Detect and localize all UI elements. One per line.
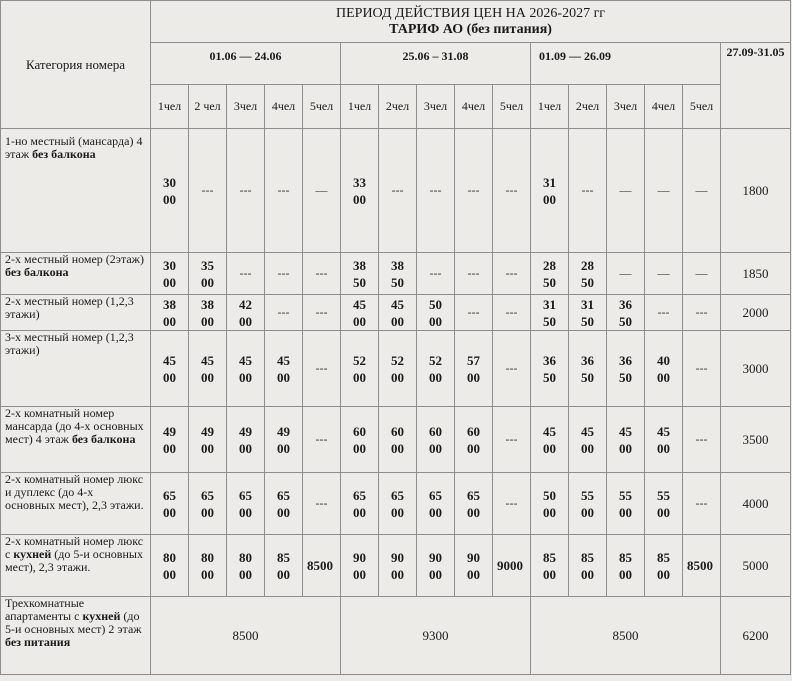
price-value: 8500 xyxy=(687,558,713,573)
price-cell xyxy=(341,295,379,331)
price-value: 4900 xyxy=(277,423,290,456)
price-dash: --- xyxy=(493,407,531,473)
price-cell xyxy=(417,473,455,535)
price-cell xyxy=(569,535,607,597)
price-value: 2850 xyxy=(581,257,594,290)
price-cell xyxy=(455,331,493,407)
price-cell xyxy=(531,253,569,295)
price-dash: --- xyxy=(493,129,531,253)
price-cell xyxy=(379,253,417,295)
price-cell xyxy=(227,331,265,407)
price-cell xyxy=(607,407,645,473)
price-value: 5200 xyxy=(391,352,404,385)
price-value: 6000 xyxy=(467,423,480,456)
category-note: без балкона xyxy=(32,147,96,161)
price-dash: --- xyxy=(303,407,341,473)
category-kitchen: кухней xyxy=(82,609,121,623)
table-row xyxy=(1,253,791,295)
price-dash: --- xyxy=(227,253,265,295)
price-value: 6500 xyxy=(429,487,442,520)
category-kitchen: кухней xyxy=(13,547,52,561)
price-cell xyxy=(645,535,683,597)
price-value: 3000 xyxy=(163,257,176,290)
persons-header: 1чел xyxy=(341,85,379,129)
price-value: 4500 xyxy=(543,423,556,456)
price-cell xyxy=(341,331,379,407)
price-value: 4900 xyxy=(163,423,176,456)
price-value: 8500 xyxy=(619,549,632,582)
price-value: 8500 xyxy=(581,549,594,582)
room-category xyxy=(1,253,151,295)
price-cell xyxy=(265,407,303,473)
price-value: 4500 xyxy=(619,423,632,456)
price-value: 4500 xyxy=(163,352,176,385)
price-cell xyxy=(265,331,303,407)
period-3: 01.09 — 26.09 xyxy=(531,43,721,85)
price-value: 4500 xyxy=(239,352,252,385)
price-cell xyxy=(569,473,607,535)
price-dash: --- xyxy=(493,331,531,407)
merged-price: 8500 xyxy=(151,597,341,675)
price-value: 6000 xyxy=(391,423,404,456)
price-cell xyxy=(531,129,569,253)
price-cell xyxy=(607,295,645,331)
price-cell xyxy=(607,535,645,597)
price-value: 6000 xyxy=(429,423,442,456)
price-cell xyxy=(569,295,607,331)
persons-header: 5чел xyxy=(303,85,341,129)
price-value: 5700 xyxy=(467,352,480,385)
price-cell xyxy=(265,473,303,535)
price-dash: --- xyxy=(683,407,721,473)
price-cell xyxy=(417,295,455,331)
price-value: 6500 xyxy=(353,487,366,520)
price-cell xyxy=(379,295,417,331)
table-row xyxy=(1,597,791,675)
price-value: 6000 xyxy=(353,423,366,456)
price-cell xyxy=(189,295,227,331)
table-row xyxy=(1,129,791,253)
price-cell xyxy=(531,535,569,597)
price-cell xyxy=(227,407,265,473)
price-value: 5200 xyxy=(353,352,366,385)
price-cell xyxy=(569,407,607,473)
table-row xyxy=(1,331,791,407)
price-dash: --- xyxy=(683,295,721,331)
price-low-season: 3500 xyxy=(721,407,791,473)
price-cell xyxy=(531,295,569,331)
category-text: 2-х комнатный номер люкс и дуплекс (до 4-х основных мест), 2,3 этажи. xyxy=(5,472,144,512)
price-dash: — xyxy=(645,253,683,295)
price-value: 8500 xyxy=(277,549,290,582)
price-cell xyxy=(189,407,227,473)
price-value: 3000 xyxy=(163,174,176,207)
price-dash: --- xyxy=(303,473,341,535)
price-value: 8000 xyxy=(201,549,214,582)
price-dash: — xyxy=(607,253,645,295)
price-cell xyxy=(151,129,189,253)
price-cell xyxy=(417,407,455,473)
price-dash: --- xyxy=(569,129,607,253)
price-dash: --- xyxy=(303,253,341,295)
price-value: 9000 xyxy=(353,549,366,582)
price-cell xyxy=(227,295,265,331)
price-cell xyxy=(607,331,645,407)
price-cell xyxy=(645,407,683,473)
price-value: 4500 xyxy=(581,423,594,456)
price-dash: --- xyxy=(455,129,493,253)
price-value: 6500 xyxy=(277,487,290,520)
price-value: 3100 xyxy=(543,174,556,207)
price-cell xyxy=(607,473,645,535)
price-dash: --- xyxy=(455,295,493,331)
category-note: без балкона xyxy=(5,265,69,279)
price-cell xyxy=(531,331,569,407)
price-cell xyxy=(645,473,683,535)
price-cell xyxy=(455,407,493,473)
price-dash: --- xyxy=(493,253,531,295)
period-4: 27.09-31.05 xyxy=(721,43,791,129)
price-dash: --- xyxy=(493,295,531,331)
price-value: 3150 xyxy=(543,296,556,329)
category-text: 1-но местный (мансарда) 4 этаж xyxy=(5,134,143,161)
price-cell xyxy=(189,331,227,407)
price-cell xyxy=(455,473,493,535)
price-cell xyxy=(455,535,493,597)
persons-header: 2 чел xyxy=(189,85,227,129)
title-period: ПЕРИОД ДЕЙСТВИЯ ЦЕН НА 2026-2027 гг xyxy=(336,5,606,21)
price-dash: --- xyxy=(645,295,683,331)
price-dash: — xyxy=(303,129,341,253)
price-cell xyxy=(417,331,455,407)
price-low-season: 6200 xyxy=(721,597,791,675)
persons-header: 2чел xyxy=(569,85,607,129)
price-low-season: 1800 xyxy=(721,129,791,253)
price-dash: --- xyxy=(303,331,341,407)
persons-header: 3чел xyxy=(607,85,645,129)
room-category xyxy=(1,473,151,535)
price-value: 9000 xyxy=(467,549,480,582)
price-value: 8000 xyxy=(163,549,176,582)
price-dash: --- xyxy=(379,129,417,253)
category-text: 2-х комнатный номер мансарда (до 4-х основных мест) 4 этаж xyxy=(5,406,144,446)
price-dash: — xyxy=(645,129,683,253)
table-row xyxy=(1,295,791,331)
price-cell xyxy=(341,253,379,295)
price-value: 4500 xyxy=(657,423,670,456)
price-value: 3500 xyxy=(201,257,214,290)
price-value: 9000 xyxy=(391,549,404,582)
price-value: 5500 xyxy=(657,487,670,520)
price-dash: --- xyxy=(265,129,303,253)
room-category xyxy=(1,407,151,473)
price-value: 3650 xyxy=(581,352,594,385)
room-category xyxy=(1,129,151,253)
persons-header: 1чел xyxy=(531,85,569,129)
price-value: 3800 xyxy=(201,296,214,329)
price-cell xyxy=(341,535,379,597)
price-value: 3800 xyxy=(163,296,176,329)
price-value: 6500 xyxy=(467,487,480,520)
category-note: без балкона xyxy=(71,432,136,446)
price-cell xyxy=(265,535,303,597)
price-value: 3850 xyxy=(391,257,404,290)
price-value: 4500 xyxy=(277,352,290,385)
price-dash: --- xyxy=(493,473,531,535)
price-value: 5000 xyxy=(429,296,442,329)
category-text: 2-х местный номер (1,2,3 этажи) xyxy=(5,294,134,321)
price-cell xyxy=(531,473,569,535)
price-value: 4500 xyxy=(353,296,366,329)
category-note: без питания xyxy=(5,635,71,649)
category-text: Трехкомнатные апартаменты с xyxy=(5,596,85,623)
price-cell xyxy=(189,473,227,535)
price-cell xyxy=(379,331,417,407)
price-value: 6500 xyxy=(163,487,176,520)
price-dash: --- xyxy=(189,129,227,253)
price-cell xyxy=(151,331,189,407)
price-value: 8500 xyxy=(543,549,556,582)
price-cell xyxy=(341,129,379,253)
price-dash: — xyxy=(607,129,645,253)
price-cell xyxy=(379,535,417,597)
price-cell xyxy=(227,535,265,597)
price-dash: --- xyxy=(265,295,303,331)
price-value: 5200 xyxy=(429,352,442,385)
persons-header: 2чел xyxy=(379,85,417,129)
price-cell xyxy=(189,253,227,295)
price-low-season: 5000 xyxy=(721,535,791,597)
price-value: 5500 xyxy=(619,487,632,520)
price-cell xyxy=(189,535,227,597)
price-cell xyxy=(341,473,379,535)
price-cell xyxy=(569,331,607,407)
period-2: 25.06 – 31.08 xyxy=(341,43,531,85)
price-cell xyxy=(341,407,379,473)
price-cell xyxy=(151,407,189,473)
price-value: 4000 xyxy=(657,352,670,385)
title-tariff: ТАРИФ АО (без питания) xyxy=(389,21,552,37)
price-value: 4500 xyxy=(201,352,214,385)
price-dash: --- xyxy=(303,295,341,331)
price-value: 3150 xyxy=(581,296,594,329)
price-cell xyxy=(493,535,531,597)
price-cell xyxy=(151,253,189,295)
table-title xyxy=(151,1,791,43)
price-value: 9000 xyxy=(497,558,523,573)
room-category xyxy=(1,597,151,675)
period-1: 01.06 — 24.06 xyxy=(151,43,341,85)
persons-header: 4чел xyxy=(265,85,303,129)
price-low-season: 3000 xyxy=(721,331,791,407)
price-value: 3650 xyxy=(619,296,632,329)
persons-header: 1чел xyxy=(151,85,189,129)
price-value: 4900 xyxy=(239,423,252,456)
price-dash: --- xyxy=(417,129,455,253)
category-text-rest: (до 5-и основных мест) 2 этаж xyxy=(5,609,142,636)
table-row xyxy=(1,473,791,535)
category-text: 2-х местный номер (2этаж) xyxy=(5,252,144,266)
category-header: Категория номера xyxy=(1,1,151,129)
price-dash: --- xyxy=(455,253,493,295)
persons-header: 4чел xyxy=(645,85,683,129)
category-text: 2-х комнатный номер люкс с xyxy=(5,534,144,561)
price-cell xyxy=(569,253,607,295)
price-value: 3650 xyxy=(543,352,556,385)
merged-price: 8500 xyxy=(531,597,721,675)
table-row xyxy=(1,535,791,597)
price-value: 6500 xyxy=(201,487,214,520)
price-dash: — xyxy=(683,129,721,253)
category-text: 3-х местный номер (1,2,3 этажи) xyxy=(5,330,134,357)
price-value: 3850 xyxy=(353,257,366,290)
price-value: 8500 xyxy=(657,549,670,582)
price-low-season: 1850 xyxy=(721,253,791,295)
price-cell xyxy=(303,535,341,597)
price-value: 4200 xyxy=(239,296,252,329)
price-cell xyxy=(227,473,265,535)
price-dash: --- xyxy=(683,473,721,535)
price-cell xyxy=(151,295,189,331)
price-cell xyxy=(531,407,569,473)
price-value: 4500 xyxy=(391,296,404,329)
price-dash: --- xyxy=(265,253,303,295)
persons-header: 4чел xyxy=(455,85,493,129)
price-dash: --- xyxy=(227,129,265,253)
persons-header: 3чел xyxy=(227,85,265,129)
price-cell xyxy=(151,473,189,535)
price-dash: — xyxy=(683,253,721,295)
price-low-season: 4000 xyxy=(721,473,791,535)
persons-header: 5чел xyxy=(683,85,721,129)
price-cell xyxy=(379,473,417,535)
table-row xyxy=(1,407,791,473)
price-cell xyxy=(379,407,417,473)
price-value: 6500 xyxy=(391,487,404,520)
price-value: 5500 xyxy=(581,487,594,520)
price-value: 4900 xyxy=(201,423,214,456)
price-value: 3300 xyxy=(353,174,366,207)
price-value: 3650 xyxy=(619,352,632,385)
price-value: 8500 xyxy=(307,558,333,573)
price-value: 6500 xyxy=(239,487,252,520)
price-low-season: 2000 xyxy=(721,295,791,331)
price-cell xyxy=(683,535,721,597)
price-value: 8000 xyxy=(239,549,252,582)
merged-price: 9300 xyxy=(341,597,531,675)
room-category xyxy=(1,295,151,331)
room-category xyxy=(1,331,151,407)
price-dash: --- xyxy=(417,253,455,295)
price-dash: --- xyxy=(683,331,721,407)
category-text-rest: (до 5-и основных мест), 2,3 этажи. xyxy=(5,547,143,574)
price-cell xyxy=(151,535,189,597)
persons-header: 5чел xyxy=(493,85,531,129)
price-value: 5000 xyxy=(543,487,556,520)
price-cell xyxy=(417,535,455,597)
price-value: 2850 xyxy=(543,257,556,290)
price-value: 9000 xyxy=(429,549,442,582)
price-cell xyxy=(645,331,683,407)
room-category xyxy=(1,535,151,597)
persons-header: 3чел xyxy=(417,85,455,129)
